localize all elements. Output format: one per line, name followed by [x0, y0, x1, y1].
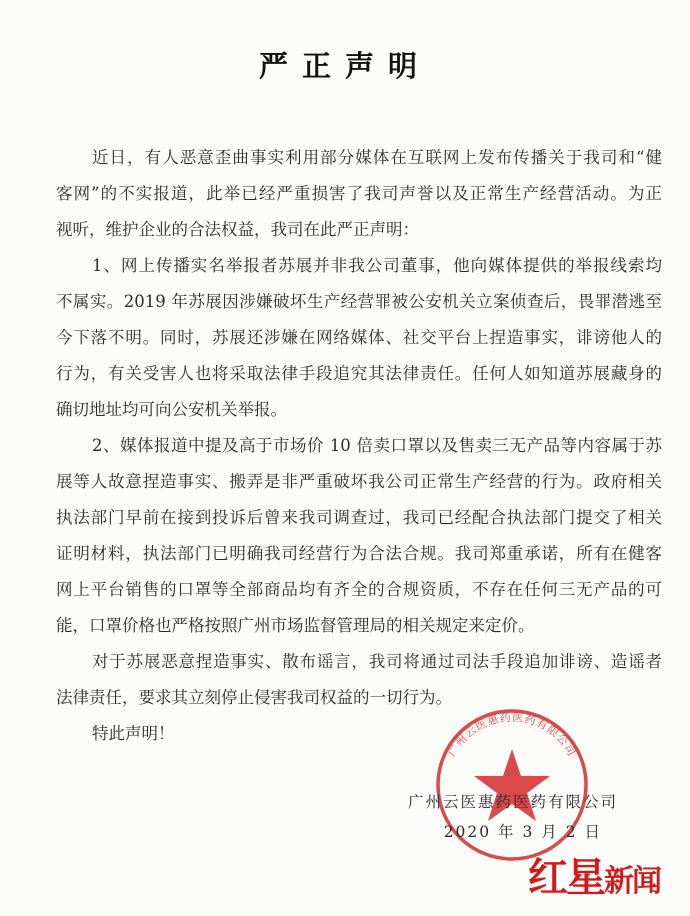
paragraph-line: 1、网上传播实名举报者苏展并非我公司董事，他向媒体提供的举报线索均: [92, 256, 662, 275]
paragraph-line: 2、媒体报道中提及高于市场价 10 倍卖口罩以及售卖三无产品等内容属于苏: [92, 436, 662, 455]
paragraph-line: 行为，有关受害人也将采取法律手段追究其法律责任。任何人如知道苏展藏身的: [56, 364, 662, 383]
paragraph-line: 网上平台销售的口罩等全部商品均有齐全的合规资质，不存在任何三无产品的可: [56, 580, 662, 599]
paragraph-line: 证明材料，执法部门已明确我司经营行为合法合规。我司郑重承诺，所有在健客: [56, 544, 662, 563]
paragraph-line: 近日，有人恶意歪曲事实利用部分媒体在互联网上发布传播关于我司和“健: [92, 148, 662, 167]
document-body: [56, 140, 662, 752]
paragraph-line: 展等人故意捏造事实、搬弄是非严重破坏我公司正常生产经营的行为。政府相关: [56, 472, 662, 491]
paragraph-line: 对于苏展恶意捏造事实、散布谣言，我司将通过司法手段追加诽谤、造谣者: [92, 652, 662, 671]
signature-date: 2020 年 3 月 2 日: [443, 823, 602, 841]
paragraph-line: 执法部门早前在接到投诉后曾来我司调查过，我司已经配合执法部门提交了相关: [56, 508, 662, 527]
document-title: 严正声明: [258, 49, 431, 83]
watermark-logo: 红星新闻: [528, 854, 660, 901]
signature-company: 广州云医惠药医药有限公司: [407, 793, 618, 811]
svg-text:广州云医惠药医药有限公司: 广州云医惠药医药有限公司: [445, 710, 579, 759]
paragraph-line: 法律责任，要求其立刻停止侵害我司权益的一切行为。: [56, 688, 452, 707]
paragraph-line: 今下落不明。同时，苏展还涉嫌在网络媒体、社交平台上捏造事实，诽谤他人的: [56, 328, 662, 347]
paragraph-line: 客网”的不实报道，此举已经严重损害了我司声誉以及正常生产经营活动。为正: [56, 184, 662, 203]
paragraph-line: 特此声明！: [92, 724, 175, 743]
paragraph-line: 能，口罩价格也严格按照广州市场监督管理局的相关规定来定价。: [56, 616, 535, 635]
paragraph-line: 不属实。2019 年苏展因涉嫌破坏生产经营罪被公安机关立案侦查后，畏罪潜逃至: [56, 292, 662, 311]
paragraph-line: 确切地址均可向公安机关举报。: [56, 400, 287, 419]
paragraph-line: 视听，维护企业的合法权益，我司在此严正声明：: [56, 220, 419, 239]
